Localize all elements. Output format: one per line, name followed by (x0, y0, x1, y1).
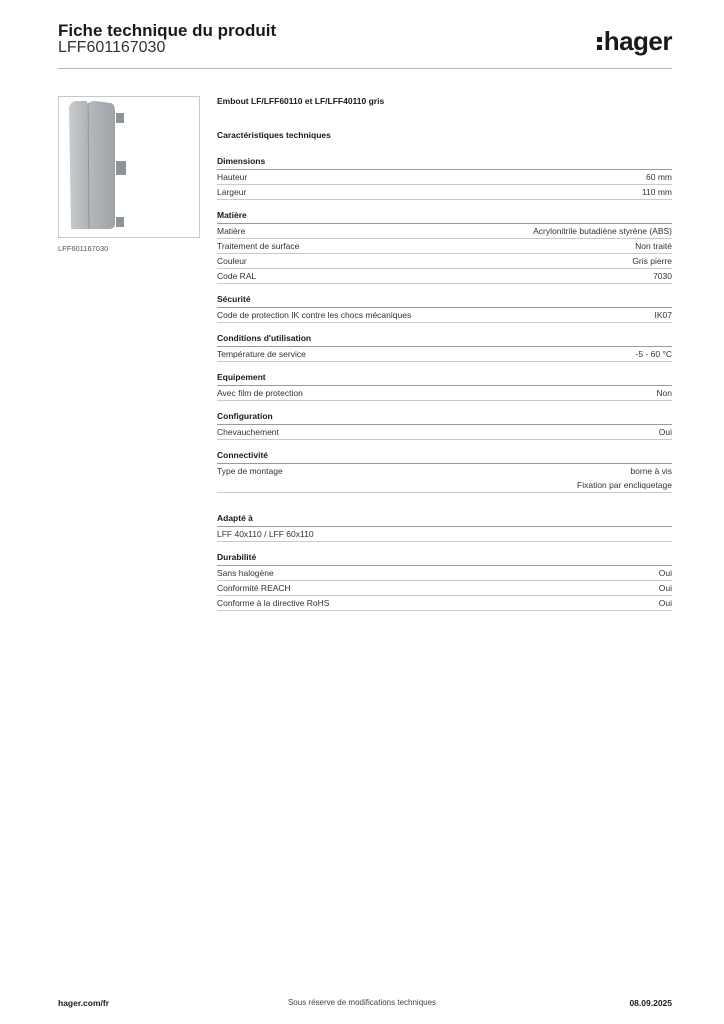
spec-section (217, 513, 672, 542)
section-heading: Sécurité (217, 294, 672, 308)
spec-label: Conforme à la directive RoHS (217, 598, 330, 608)
spec-value-line: borne à vis (630, 466, 672, 476)
spec-value (656, 386, 672, 400)
section-heading: Connectivité (217, 450, 672, 464)
spec-value-line: 110 mm (641, 187, 672, 197)
spec-label: Code de protection IK contre les chocs mécaniques (217, 310, 412, 320)
section-heading: Conditions d'utilisation (217, 333, 672, 347)
spec-row (217, 527, 672, 542)
spec-value (577, 464, 672, 492)
technical-content (217, 96, 672, 621)
logo-dots-icon (597, 34, 602, 53)
spec-row (217, 425, 672, 440)
spec-value-line: IK07 (654, 310, 672, 320)
spec-section (217, 372, 672, 401)
spec-section (217, 294, 672, 323)
spec-value (653, 269, 672, 283)
spec-row (217, 308, 672, 323)
spec-section (217, 450, 672, 493)
spec-row (217, 254, 672, 269)
spec-section (217, 156, 672, 200)
spec-label: Hauteur (217, 172, 248, 182)
spec-row (217, 386, 672, 401)
spec-row (217, 596, 672, 611)
section-heading: Matière (217, 210, 672, 224)
spec-label: Largeur (217, 187, 247, 197)
spec-value-line: 7030 (653, 271, 672, 281)
spec-value (659, 581, 672, 595)
spec-value-line: Acrylonitrile butadiène styrène (ABS) (533, 226, 672, 236)
spec-value (659, 596, 672, 610)
footer-disclaimer: Sous réserve de modifications techniques (287, 998, 437, 1007)
spec-row (217, 269, 672, 284)
spec-value (642, 185, 672, 199)
spec-value (659, 566, 672, 580)
spec-label: Conformité REACH (217, 583, 291, 593)
spec-value (655, 308, 673, 322)
spec-value-line: Oui (658, 598, 672, 608)
spec-row (217, 170, 672, 185)
spec-value (533, 224, 672, 238)
header-title: Fiche technique du produit (58, 21, 277, 40)
footer-website[interactable]: hager.com/fr (58, 998, 110, 1008)
spec-value (636, 347, 672, 361)
spec-row (217, 464, 672, 493)
spec-value-line: Fixation par encliquetage (577, 480, 672, 490)
spec-value-line: Non (656, 388, 672, 398)
spec-value-line: -5 - 60 °C (635, 349, 672, 359)
spec-label: Avec film de protection (217, 388, 303, 398)
spec-row (217, 185, 672, 200)
spec-section (217, 333, 672, 362)
specification-sections (217, 156, 672, 611)
spec-label: Couleur (217, 256, 247, 266)
section-heading: Adapté à (217, 513, 672, 527)
section-heading: Durabilité (217, 552, 672, 566)
hager-logo (597, 26, 672, 57)
spec-label: LFF 40x110 / LFF 60x110 (217, 529, 314, 539)
image-caption: LFF601167030 (58, 244, 109, 253)
tech-characteristics-title: Caractéristiques techniques (217, 130, 331, 140)
spec-label: Température de service (217, 349, 306, 359)
footer-date: 08.09.2025 (629, 998, 672, 1008)
header-reference: LFF601167030 (58, 39, 166, 56)
spec-label: Traitement de surface (217, 241, 300, 251)
spec-value-line: Oui (658, 583, 672, 593)
section-heading: Equipement (217, 372, 672, 386)
section-heading: Dimensions (217, 156, 672, 170)
spec-label: Matière (217, 226, 246, 236)
logo-text: hager (603, 26, 672, 56)
spec-value-line: Non traité (635, 241, 672, 251)
spec-row (217, 239, 672, 254)
spec-section (217, 411, 672, 440)
spec-section (217, 552, 672, 611)
header-divider (58, 68, 672, 69)
product-title: Embout LF/LFF60110 et LF/LFF40110 gris (217, 96, 385, 106)
spec-label: Sans halogène (217, 568, 274, 578)
spec-value (635, 239, 672, 253)
spec-value (659, 425, 672, 439)
spec-row (217, 224, 672, 239)
spec-section (217, 210, 672, 284)
spec-value-line: Oui (658, 568, 672, 578)
spec-value (632, 254, 672, 268)
product-image (58, 96, 200, 238)
section-heading: Configuration (217, 411, 672, 425)
spec-label: Type de montage (217, 466, 283, 476)
spec-value-line: Gris pierre (632, 256, 672, 266)
spec-row (217, 347, 672, 362)
spec-value (646, 170, 672, 184)
spec-row (217, 566, 672, 581)
spec-value-line: Oui (658, 427, 672, 437)
spec-label: Chevauchement (217, 427, 279, 437)
end-cap-illustration (59, 97, 199, 237)
spec-label: Code RAL (217, 271, 257, 281)
spec-row (217, 581, 672, 596)
spec-value-line: 60 mm (646, 172, 672, 182)
